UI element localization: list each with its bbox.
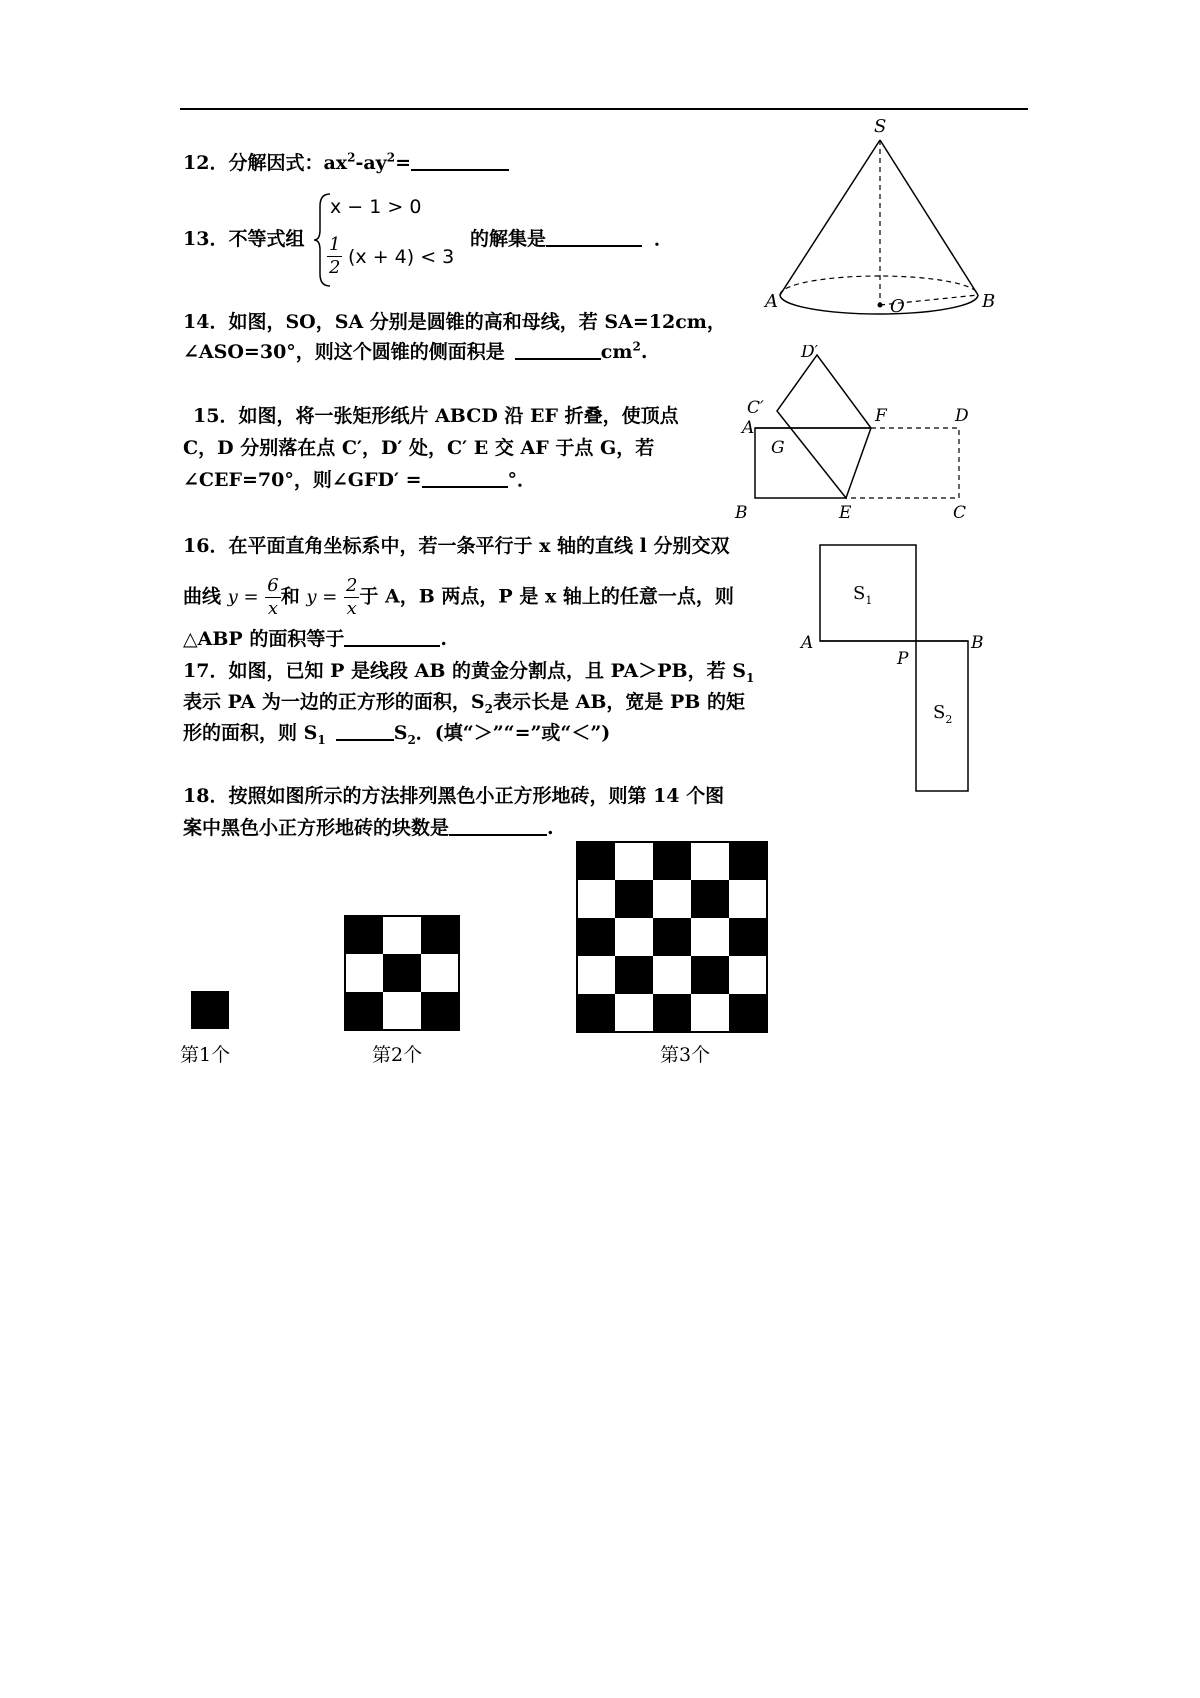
label-S2-letter: S — [933, 702, 946, 723]
question-text: °． — [507, 469, 537, 491]
label-A: A — [742, 418, 755, 438]
tile-pattern-2 — [344, 915, 460, 1031]
label-O: O — [890, 296, 905, 317]
question-text: 如图，将一张矩形纸片 ABCD 沿 EF 折叠，使顶点 — [238, 405, 679, 427]
label-S2 — [933, 702, 952, 726]
question-text: 的解集是 — [470, 228, 547, 250]
label-F: F — [875, 406, 887, 426]
black-tile — [577, 994, 615, 1032]
fraction-half — [327, 234, 342, 279]
question-text: 如图，已知 P 是线段 AB 的黄金分割点，且 PA＞PB，若 S — [228, 660, 746, 682]
tile-caption-3: 第3个 — [660, 1044, 711, 1066]
black-tile — [729, 918, 767, 956]
function-y: y = — [306, 586, 338, 608]
question-13 — [183, 223, 304, 255]
label-D-prime: D′ — [801, 345, 819, 362]
question-18-line-1 — [183, 780, 724, 812]
question-16-line-3 — [183, 623, 447, 655]
question-text: 表示 PA 为一边的正方形的面积，S — [183, 691, 485, 713]
period: . — [640, 341, 648, 363]
question-text: ∠CEF=70°，则∠GFD′ = — [183, 469, 422, 491]
black-tile — [691, 956, 729, 994]
answer-blank[interactable] — [422, 466, 508, 488]
label-B: B — [982, 291, 996, 312]
answer-blank[interactable] — [515, 338, 601, 360]
question-text: 案中黑色小正方形地砖的块数是 — [183, 817, 450, 839]
question-text: 形的面积，则 S — [183, 722, 318, 744]
answer-blank[interactable] — [411, 149, 509, 171]
inequality-2: (x + 4) < 3 — [348, 246, 455, 268]
question-number: 16． — [183, 535, 229, 557]
function-y: y = — [227, 586, 259, 608]
question-text: 在平面直角坐标系中，若一条平行于 x 轴的直线 l 分别交双 — [228, 535, 730, 557]
question-text: 于 A，B 两点，P 是 x 轴上的任意一点，则 — [359, 585, 734, 608]
label-D: D — [955, 406, 969, 426]
subscript: 2 — [407, 732, 416, 747]
subscript: 1 — [745, 670, 755, 685]
black-tile — [345, 916, 383, 954]
question-number: 14． — [183, 311, 229, 333]
tile-caption-1: 第1个 — [180, 1044, 231, 1066]
question-15-line-2: C，D 分别落在点 C′，D′ 处，C′ E 交 AF 于点 G，若 — [183, 437, 655, 459]
label-S1 — [853, 583, 872, 607]
period: . — [440, 628, 447, 650]
question-number: 15． — [193, 405, 239, 427]
period: ． — [654, 228, 674, 250]
fraction-6-over-x — [265, 575, 280, 620]
fraction-numerator: 6 — [267, 575, 279, 596]
black-tile — [653, 994, 691, 1032]
label-B: B — [735, 503, 748, 523]
answer-blank[interactable] — [546, 225, 642, 247]
question-text: 按照如图所示的方法排列黑色小正方形地砖，则第 14 个图 — [228, 785, 725, 807]
question-17-line-2 — [183, 686, 745, 718]
unit: cm — [600, 341, 633, 363]
black-tile — [383, 954, 421, 992]
cone-figure — [760, 110, 1000, 340]
fraction-numerator: 1 — [329, 234, 341, 255]
question-text: △ABP 的面积等于 — [183, 628, 345, 650]
label-P: P — [897, 649, 909, 669]
label-S2-subscript: 2 — [945, 713, 953, 726]
question-text: 和 — [280, 585, 300, 608]
label-A: A — [801, 633, 814, 653]
question-text: ∠ASO=30°，则这个圆锥的侧面积是 — [183, 341, 505, 363]
subscript: 1 — [317, 732, 326, 747]
black-tile — [421, 916, 459, 954]
expr-part: ax — [323, 152, 348, 174]
tile-pattern-3 — [576, 841, 768, 1033]
question-text: 分解因式： — [228, 152, 324, 174]
question-number: 12． — [183, 152, 229, 174]
fraction-denominator: x — [267, 598, 279, 619]
question-text: 表示长是 AB，宽是 PB 的矩 — [492, 691, 745, 713]
label-C: C — [953, 503, 967, 523]
label-C-prime: C′ — [747, 398, 764, 418]
question-text: ．(填“＞”“=”或“＜”) — [415, 722, 611, 744]
question-number: 18． — [183, 785, 229, 807]
label-E: E — [839, 503, 852, 523]
black-tile — [653, 842, 691, 880]
label-A: A — [765, 291, 778, 312]
expr-part: -ay — [355, 152, 387, 174]
question-15-line-3 — [183, 464, 536, 496]
black-tile — [345, 992, 383, 1030]
question-14-line-1 — [183, 306, 726, 338]
question-text: S — [393, 722, 408, 744]
question-16-line-2 — [183, 575, 734, 620]
black-tile — [615, 880, 653, 918]
fraction-denominator: x — [346, 598, 357, 619]
exponent: 2 — [386, 150, 396, 165]
tile-caption-2: 第2个 — [372, 1044, 423, 1066]
fraction-numerator: 2 — [345, 575, 358, 596]
answer-blank[interactable] — [344, 625, 440, 647]
subscript: 2 — [484, 701, 493, 716]
fraction-denominator: 2 — [329, 257, 341, 278]
question-17-line-1 — [183, 655, 754, 687]
answer-blank[interactable] — [449, 814, 547, 836]
question-12 — [183, 147, 509, 179]
exponent: 2 — [347, 150, 356, 165]
label-S: S — [874, 116, 887, 137]
question-number: 17． — [183, 660, 229, 682]
fraction-2-over-x — [344, 575, 359, 620]
black-tile — [691, 880, 729, 918]
question-13-suffix — [470, 223, 673, 255]
black-tile — [729, 842, 767, 880]
question-text: 不等式组 — [228, 228, 305, 250]
question-14-line-2 — [183, 336, 647, 368]
period: . — [547, 817, 554, 839]
question-text: 如图，SO，SA 分别是圆锥的高和母线，若 SA=12cm， — [228, 311, 726, 333]
question-text: 曲线 — [183, 585, 222, 608]
black-tile — [615, 956, 653, 994]
exponent: 2 — [632, 339, 641, 354]
question-15-line-1 — [193, 400, 679, 432]
fold-figure — [725, 345, 990, 525]
black-tile — [577, 918, 615, 956]
question-16-line-1 — [183, 530, 729, 562]
label-S1-letter: S — [853, 583, 866, 604]
label-G: G — [771, 438, 785, 458]
answer-blank[interactable] — [336, 719, 394, 741]
label-S1-subscript: 1 — [865, 594, 873, 607]
question-18-line-2 — [183, 812, 554, 844]
tile-pattern-1 — [190, 990, 232, 1032]
golden-section-figure — [795, 540, 995, 800]
black-tile — [729, 994, 767, 1032]
black-tile — [577, 842, 615, 880]
question-number: 13． — [183, 228, 229, 250]
black-tile — [653, 918, 691, 956]
expr-part: = — [395, 152, 411, 174]
question-17-line-3 — [183, 717, 610, 749]
label-B: B — [971, 633, 984, 653]
black-tile — [421, 992, 459, 1030]
inequality-1: x − 1 > 0 — [330, 196, 422, 218]
